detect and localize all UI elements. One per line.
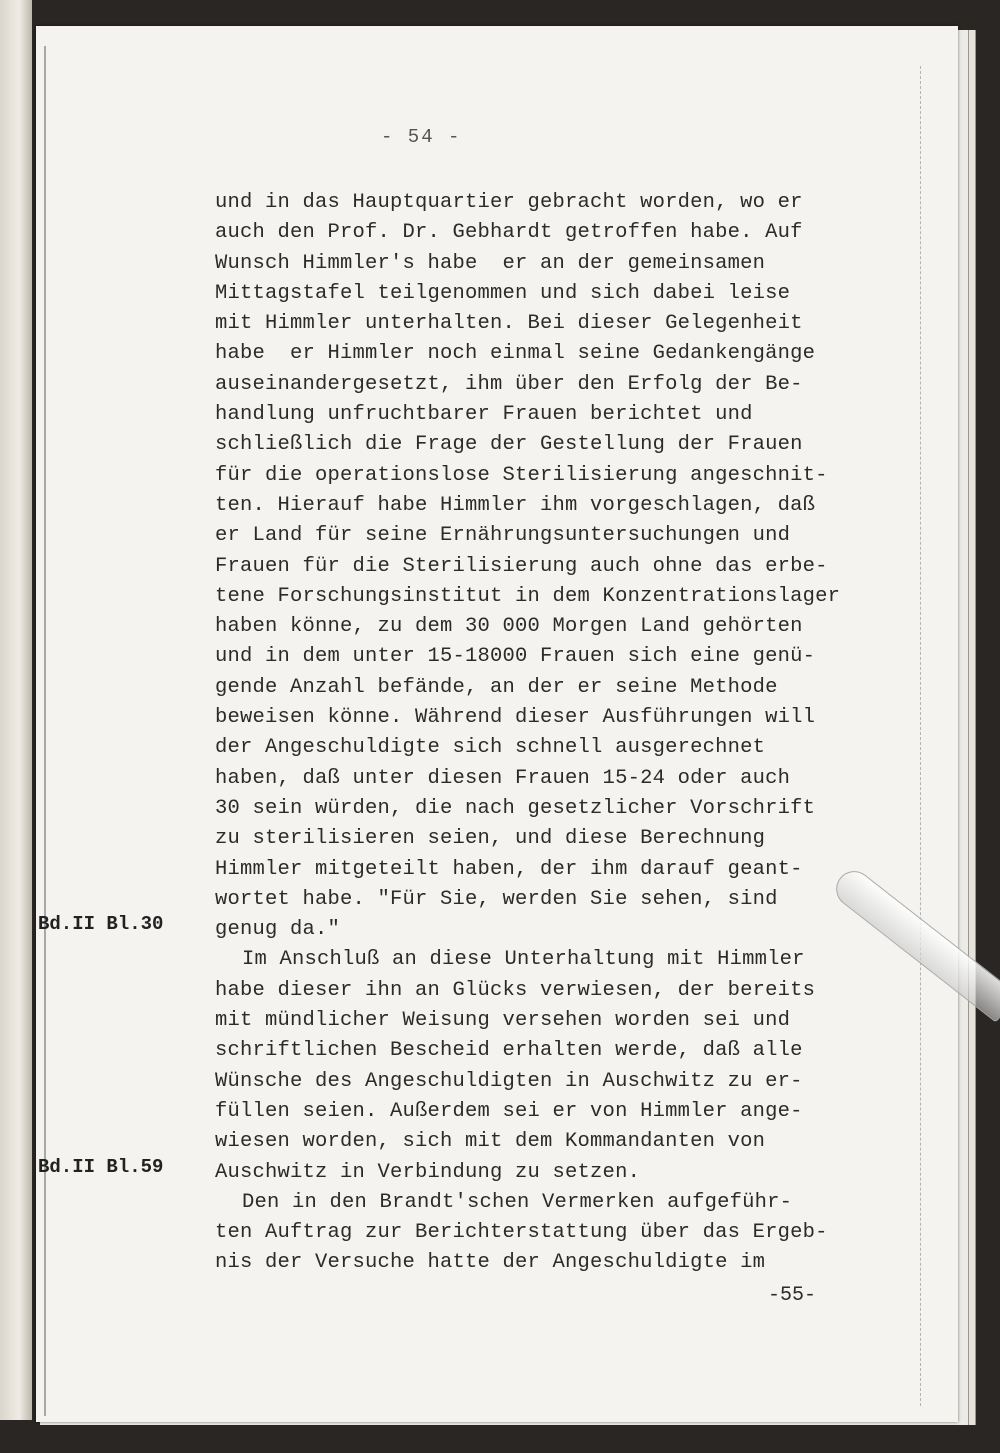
text-line: und in dem unter 15-18000 Frauen sich eine genü- xyxy=(215,645,816,669)
next-page-number: -55- xyxy=(768,1284,817,1307)
text-line: Frauen für die Sterilisierung auch ohne das erbe- xyxy=(215,554,828,578)
text-line: wiesen worden, sich mit dem Kommandanten von xyxy=(215,1130,766,1154)
margin-note: Bd.II Bl.30 xyxy=(38,913,164,935)
text-line: handlung unfruchtbarer Frauen berichtet und xyxy=(215,403,753,427)
text-line: Auschwitz in Verbindung zu setzen. xyxy=(215,1160,641,1184)
adjacent-page-edge xyxy=(0,0,32,1420)
text-line: Im Anschluß an diese Unterhaltung mit Himmler xyxy=(242,948,805,972)
text-line: mit mündlicher Weisung versehen worden sei und xyxy=(215,1009,791,1033)
text-line: auseinandergesetzt, ihm über den Erfolg der Be- xyxy=(215,372,803,396)
text-line: mit Himmler unterhalten. Bei dieser Gelegenheit xyxy=(215,312,803,336)
text-line: wortet habe. "Für Sie, werden Sie sehen, sind xyxy=(215,887,778,911)
text-line: 30 sein würden, die nach gesetzlicher Vorschrift xyxy=(215,796,816,820)
text-line: der Angeschuldigte sich schnell ausgerechnet xyxy=(215,736,766,760)
text-line: Himmler mitgeteilt haben, der ihm darauf geant- xyxy=(215,857,803,881)
text-line: Mittagstafel teilgenommen und sich dabei leise xyxy=(215,281,791,305)
text-line: nis der Versuche hatte der Angeschuldigte im xyxy=(215,1251,766,1275)
text-line: zu sterilisieren seien, und diese Berechnung xyxy=(215,827,766,851)
text-line: ten. Hierauf habe Himmler ihm vorgeschlagen, daß xyxy=(215,493,816,517)
document-page xyxy=(36,26,958,1422)
page-number-header: - 54 - xyxy=(381,126,462,148)
text-line: habe er Himmler noch einmal seine Gedankengänge xyxy=(215,342,816,366)
text-line: Wunsch Himmler's habe er an der gemeinsamen xyxy=(215,251,766,275)
text-line: füllen seien. Außerdem sei er von Himmler ange- xyxy=(215,1099,803,1123)
text-line: haben könne, zu dem 30 000 Morgen Land gehörten xyxy=(215,615,803,639)
text-line: genug da." xyxy=(215,918,341,942)
page-binding-line xyxy=(44,46,46,1416)
text-line: schließlich die Frage der Gestellung der Frauen xyxy=(215,433,803,457)
text-line: beweisen könne. Während dieser Ausführungen will xyxy=(215,706,816,730)
body-text xyxy=(215,188,840,1279)
text-line: ten Auftrag zur Berichterstattung über das Ergeb- xyxy=(215,1221,828,1245)
page-fold-line xyxy=(920,66,922,1406)
text-line: auch den Prof. Dr. Gebhardt getroffen habe. Auf xyxy=(215,221,803,245)
text-line: tene Forschungsinstitut in dem Konzentrationslager xyxy=(215,584,841,608)
text-line: für die operationslose Sterilisierung angeschnit- xyxy=(215,463,828,487)
text-line: und in das Hauptquartier gebracht worden, wo er xyxy=(215,191,803,214)
text-line: haben, daß unter diesen Frauen 15-24 oder auch xyxy=(215,766,791,790)
text-line: schriftlichen Bescheid erhalten werde, daß alle xyxy=(215,1039,803,1063)
text-line: gende Anzahl befände, an der er seine Methode xyxy=(215,675,778,699)
text-line: habe dieser ihn an Glücks verwiesen, der bereits xyxy=(215,978,816,1002)
text-line: Den in den Brandt'schen Vermerken aufgeführ- xyxy=(242,1190,793,1214)
margin-note: Bd.II Bl.59 xyxy=(38,1156,164,1178)
text-line: er Land für seine Ernährungsuntersuchungen und xyxy=(215,524,791,548)
text-line: Wünsche des Angeschuldigten in Auschwitz zu er- xyxy=(215,1069,803,1093)
